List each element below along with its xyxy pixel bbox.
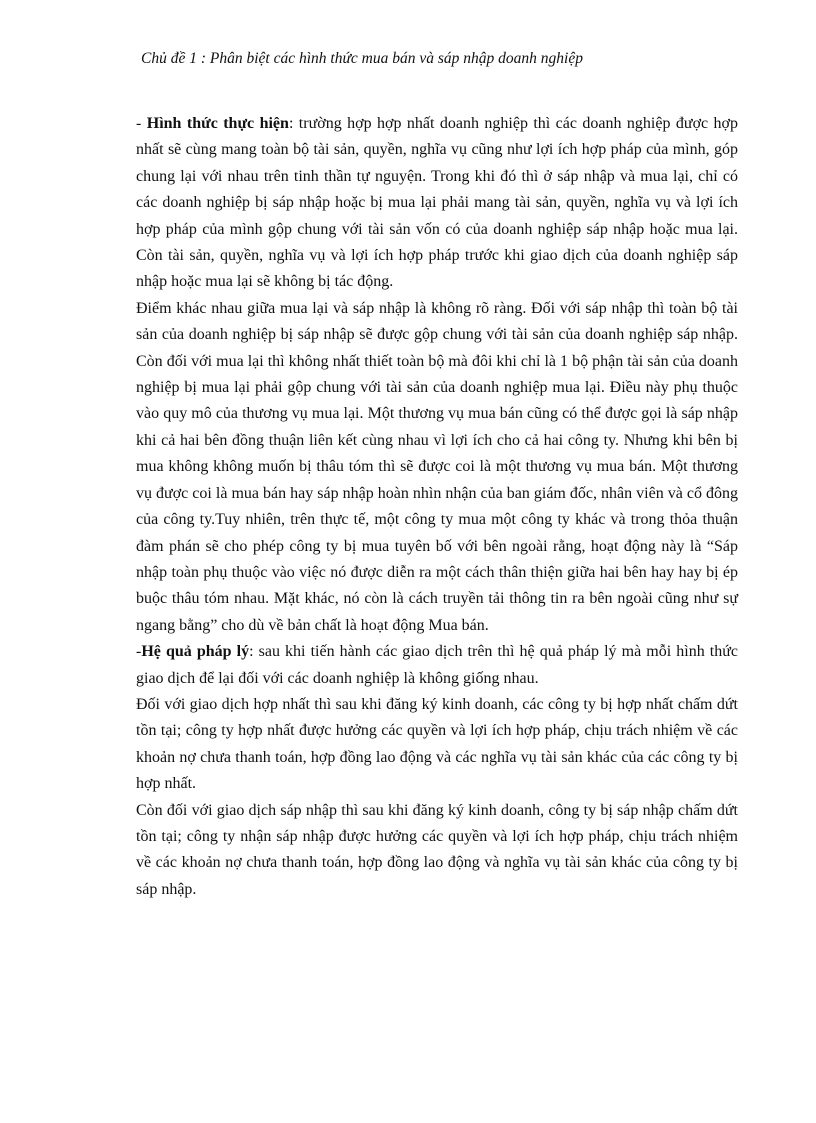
paragraph-prefix: - bbox=[136, 115, 147, 132]
paragraph-text: : sau khi tiến hành các giao dịch trên thì hệ quả pháp lý mà mỗi hình thức giao dịch để lại đối với các doanh nghiệp là không giống nhau. bbox=[136, 643, 739, 687]
paragraph-merger: Còn đối với giao dịch sáp nhập thì sau khi đăng ký kinh doanh, công ty bị sáp nhập chấm dứt tồn tại; công ty nhận sáp nhập được hưởng các quyền và lợi ích hợp pháp, chịu trách nhiệm về các khoản nợ chưa thanh toán, hợp đồng lao động và nghĩa vụ tài sản khác của công ty bị sáp nhập. bbox=[136, 801, 738, 898]
paragraph-implementation-form bbox=[136, 111, 738, 296]
document-body bbox=[136, 111, 738, 903]
paragraph-text: : trường hợp hợp nhất doanh nghiệp thì các doanh nghiệp được hợp nhất sẽ cùng mang toàn bộ tài sản, quyền, nghĩa vụ cũng như lợi ích hợp pháp của mình, góp chung lại với nhau trên tinh thần tự nguyện. Trong khi đó thì ở sáp nhập và mua lại, chỉ có các doanh nghiệp bị sáp nhập hoặc bị mua lại phải mang tài sản, quyền, nghĩa vụ và lợi ích hợp pháp của mình gộp chung với tài sản vốn có của doanh nghiệp sáp nhập hoặc mua lại. Còn tài sản, quyền, nghĩa vụ và lợi ích hợp pháp trước khi giao dịch của doanh nghiệp sáp nhập hoặc mua lại sẽ không bị tác động. bbox=[136, 115, 739, 291]
paragraph-consolidation: Đối với giao dịch hợp nhất thì sau khi đăng ký kinh doanh, các công ty bị hợp nhất chấm dứt tồn tại; công ty hợp nhất được hưởng các quyền và lợi ích hợp pháp, chịu trách nhiệm về các khoản nợ chưa thanh toán, hợp đồng lao động và các nghĩa vụ tài sản khác của các công ty bị hợp nhất. bbox=[136, 695, 738, 793]
term-legal-consequences: Hệ quả pháp lý bbox=[141, 643, 250, 661]
term-implementation-form: Hình thức thực hiện bbox=[146, 115, 289, 132]
paragraph-differences: Điểm khác nhau giữa mua lại và sáp nhập là không rõ ràng. Đối với sáp nhập thì toàn bộ tài sản của doanh nghiệp bị sáp nhập sẽ được gộp chung với tài sản của doanh nghiệp sáp nhập. Còn đối với mua lại thì không nhất thiết toàn bộ mà đôi khi chỉ là 1 bộ phận tài sản của doanh nghiệp bị mua lại phải gộp chung với tài sản của doanh nghiệp mua lại. Điều này phụ thuộc vào quy mô của thương vụ mua lại. Một thương vụ mua bán cũng có thể được gọi là sáp nhập khi cả hai bên đồng thuận liên kết cùng nhau vì lợi ích cho cả hai công ty. Nhưng khi bên bị mua không không muốn bị thâu tóm thì sẽ được coi là một thương vụ mua bán. Một thương vụ được coi là mua bán hay sáp nhập hoàn nhìn nhận của ban giám đốc, nhân viên và cổ đông của công ty.Tuy nhiên, trên thực tế, một công ty mua một công ty khác và trong thỏa thuận đàm phán sẽ cho phép công ty bị mua tuyên bố với bên ngoài rằng, hoạt động này là “Sáp nhập toàn phụ thuộc vào việc nó được diễn ra một cách thân thiện giữa hai bên hay hay bị ép buộc thâu tóm nhau. Mặt khác, nó còn là cách truyền tải thông tin ra bên ngoài cũng như sự ngang bằng” cho dù về bản chất là hoạt động Mua bán. bbox=[136, 299, 738, 634]
paragraph-legal-consequences bbox=[136, 639, 738, 692]
paragraph-prefix: - bbox=[136, 643, 142, 661]
page-header: Chủ đề 1 : Phân biệt các hình thức mua bán và sáp nhập doanh nghiệp bbox=[141, 50, 583, 67]
